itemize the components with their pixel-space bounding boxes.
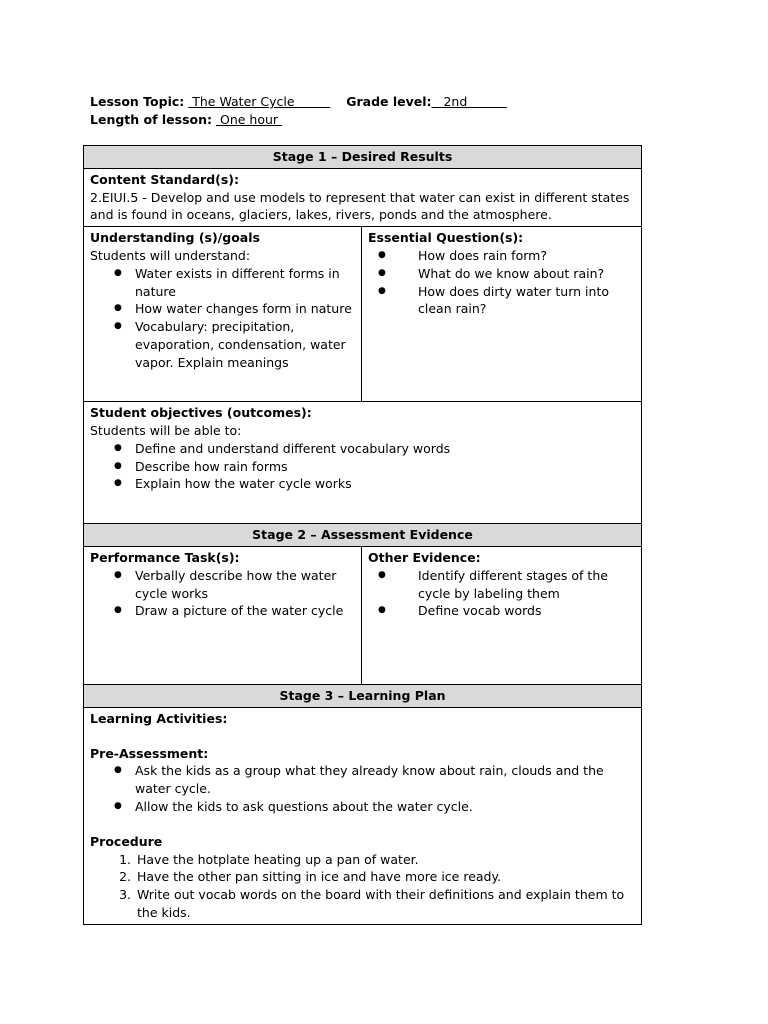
- understanding-cell: [84, 227, 362, 402]
- list-item: ● Define vocab words: [418, 602, 635, 620]
- list-item: ● How water changes form in nature: [135, 300, 355, 318]
- list-item: ● Verbally describe how the water cycle works: [135, 567, 355, 603]
- performance-title: Performance Task(s):: [90, 549, 240, 565]
- other-evidence-cell: [362, 546, 642, 684]
- essential-list: [368, 247, 635, 318]
- content-standard-title: Content Standard(s):: [90, 171, 240, 187]
- list-item: ● What do we know about rain?: [418, 265, 635, 283]
- topic-value: The Water Cycle: [192, 94, 295, 109]
- activities-title: Learning Activities:: [90, 710, 228, 726]
- content-standard-text: 2.EIUI.5 - Develop and use models to represent that water can exist in different states and is found in oceans, glaciers, lakes, rivers, ponds and the atmosphere.: [90, 189, 630, 223]
- list-item: ● Draw a picture of the water cycle: [135, 602, 355, 620]
- objectives-intro: Students will be able to:: [90, 422, 242, 438]
- list-item: ● Allow the kids to ask questions about the water cycle.: [135, 798, 635, 816]
- objectives-cell: [84, 402, 642, 524]
- stage1-header: Stage 1 – Desired Results: [84, 146, 642, 169]
- list-item: ● Water exists in different forms in nature: [135, 265, 355, 301]
- length-row: [90, 111, 507, 129]
- length-value: One hour: [220, 112, 279, 127]
- objectives-title: Student objectives (outcomes):: [90, 405, 312, 421]
- topic-row: [90, 93, 507, 111]
- list-item: ● Vocabulary: precipitation, evaporation, condensation, water vapor. Explain meanings: [135, 318, 355, 371]
- list-item: 3. Write out vocab words on the board with their definitions and explain them to the kids.: [135, 886, 635, 922]
- grade-label: Grade level:: [346, 94, 432, 109]
- stage3-header: Stage 3 – Learning Plan: [84, 684, 642, 707]
- content-standard-cell: [84, 168, 642, 226]
- essential-title: Essential Question(s):: [368, 230, 524, 246]
- objectives-list: [90, 440, 635, 493]
- list-item: ● Identify different stages of the cycle by labeling them: [418, 567, 635, 603]
- performance-cell: [84, 546, 362, 684]
- list-item: 2. Have the other pan sitting in ice and have more ice ready.: [135, 868, 635, 886]
- pre-assessment-list: [90, 762, 635, 815]
- performance-list: [90, 567, 355, 620]
- list-item: ● Explain how the water cycle works: [135, 475, 635, 493]
- lesson-plan-table: [83, 145, 642, 925]
- pre-assessment-title: Pre-Assessment:: [90, 745, 209, 761]
- understanding-intro: Students will understand:: [90, 247, 251, 263]
- procedure-list: [90, 851, 635, 922]
- list-item: ● How does dirty water turn into clean rain?: [418, 283, 635, 319]
- lesson-header: [90, 93, 507, 129]
- list-item: ● How does rain form?: [418, 247, 635, 265]
- understanding-list: [90, 265, 355, 372]
- essential-questions-cell: [362, 227, 642, 402]
- length-label: Length of lesson:: [90, 112, 213, 127]
- stage2-header: Stage 2 – Assessment Evidence: [84, 524, 642, 547]
- other-evidence-list: [368, 567, 635, 620]
- understanding-title: Understanding (s)/goals: [90, 230, 260, 246]
- other-evidence-title: Other Evidence:: [368, 549, 481, 565]
- list-item: ● Describe how rain forms: [135, 458, 635, 476]
- procedure-title: Procedure: [90, 833, 163, 849]
- learning-plan-cell: [84, 707, 642, 924]
- list-item: ● Ask the kids as a group what they already know about rain, clouds and the water cycle.: [135, 762, 635, 798]
- grade-value: 2nd: [443, 94, 468, 109]
- list-item: ● Define and understand different vocabulary words: [135, 440, 635, 458]
- topic-label: Lesson Topic:: [90, 94, 185, 109]
- list-item: 1. Have the hotplate heating up a pan of water.: [135, 851, 635, 869]
